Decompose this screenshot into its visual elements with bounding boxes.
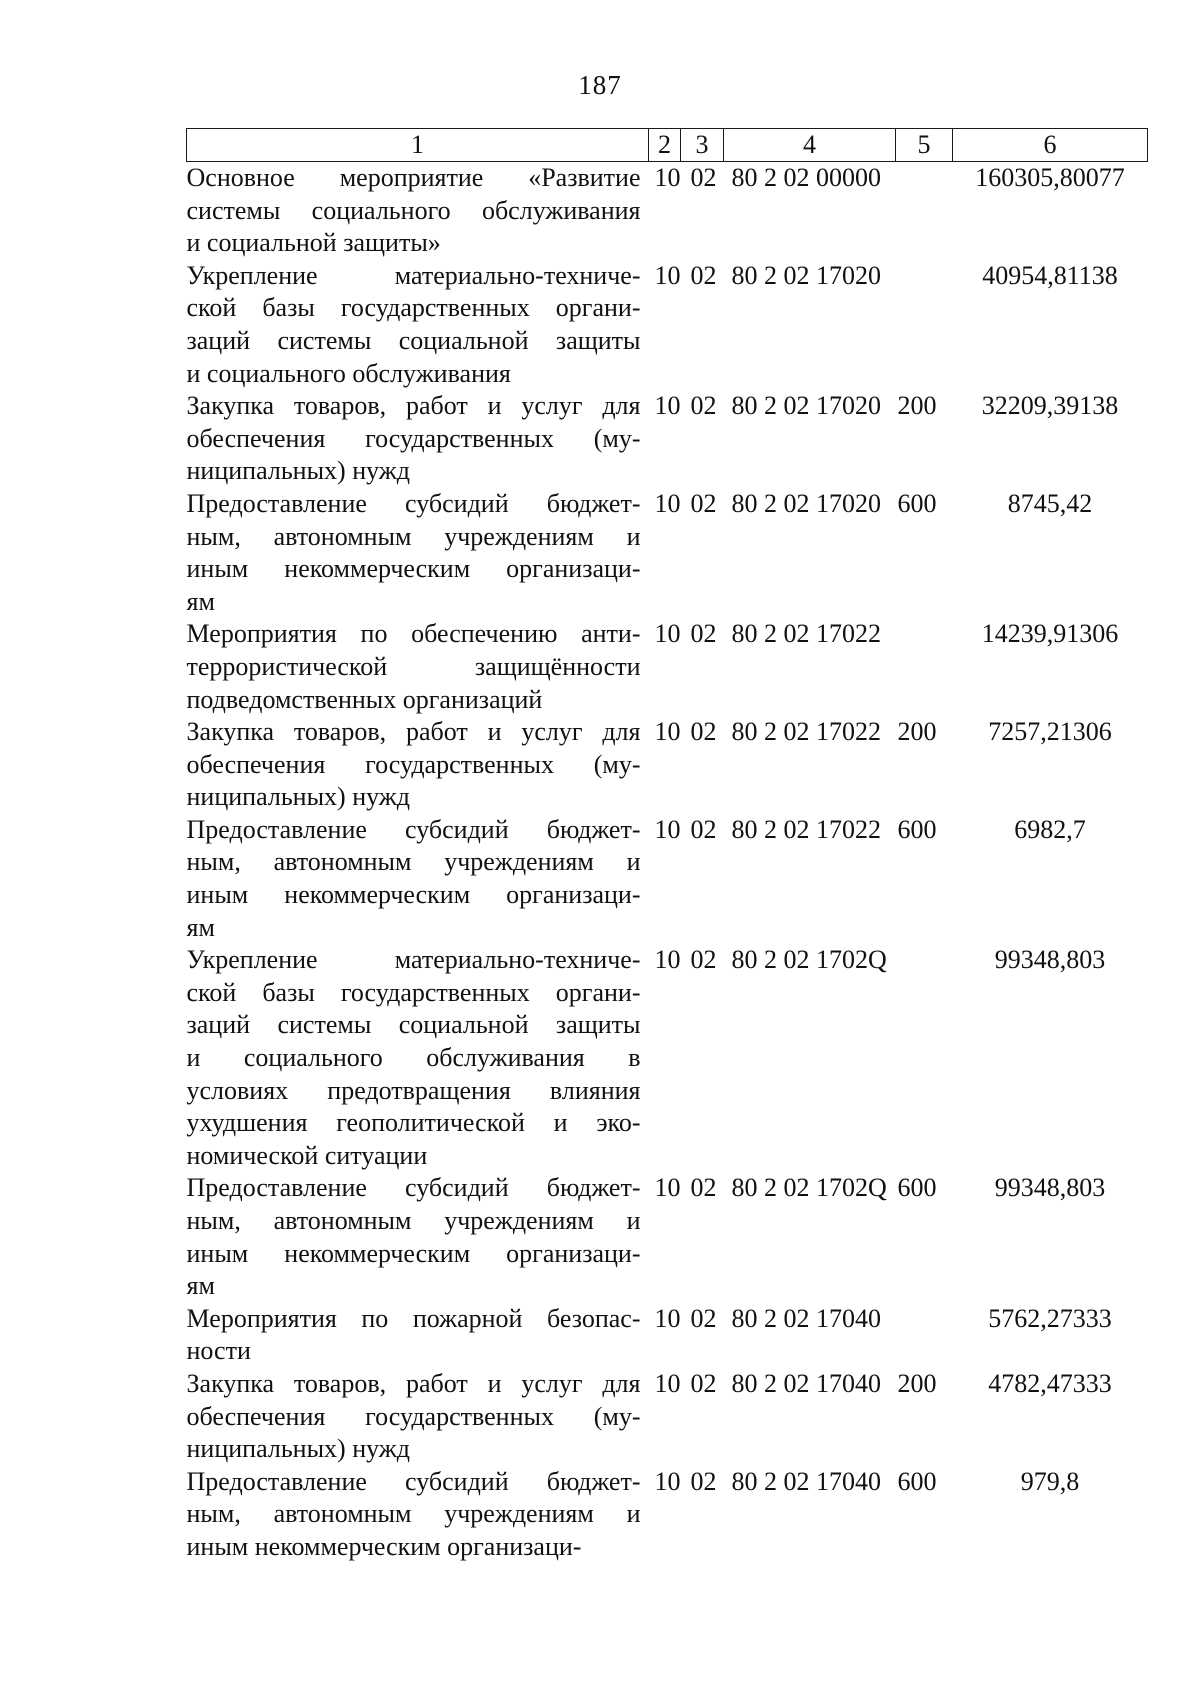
row-sum: 99348,803 [994,945,1106,975]
row-name-line: обеспечения государственных (му- [186,749,641,779]
row-name-cell [187,488,649,618]
row-name-line: Мероприятия по обеспечению анти- [186,619,641,649]
row-subsection: 02 [690,1303,717,1333]
row-sum: 7257,21306 [988,717,1112,747]
row-name-line: иным некоммерческим организаци- [186,1238,641,1268]
row-article: 80 2 02 17040 [731,1368,881,1398]
row-sum: 160305,80077 [975,163,1125,192]
table-row [187,1303,1148,1368]
row-subsection: 02 [690,717,717,747]
row-section: 10 [654,1368,681,1398]
table-row [187,1172,1148,1302]
row-name-line: и социального обслуживания в [186,1043,641,1073]
row-name-line: условиях предотвращения влияния [186,1075,641,1105]
table-row [187,162,1148,260]
table-row [187,618,1148,716]
row-name-cell [187,716,649,814]
table-row [187,260,1148,390]
row-name-line: ности [186,1336,251,1366]
row-name-line: ям [186,586,215,616]
row-name-cell [187,1368,649,1466]
row-sum: 979,8 [1020,1466,1080,1496]
row-sum: 6982,7 [1014,814,1086,844]
row-article: 80 2 02 17040 [731,1303,881,1333]
row-name-line: Предоставление субсидий бюджет- [186,814,641,844]
row-section: 10 [654,391,681,421]
row-section: 10 [654,1466,681,1496]
row-name-cell [187,162,649,260]
table-header [187,129,1148,162]
row-expense-type [896,1303,953,1368]
table-row [187,390,1148,488]
row-name-line: Основное мероприятие «Развитие [186,163,641,192]
row-sum: 32209,39138 [981,391,1119,421]
row-name-line: обеспечения государственных (му- [186,1401,641,1431]
row-name-line: ным, автономным учреждениям и [186,1499,641,1529]
table-row [187,716,1148,814]
row-article: 80 2 02 17040 [731,1466,881,1496]
header-col-2: 2 [649,129,681,162]
row-name-line: Закупка товаров, работ и услуг для [186,391,641,421]
row-expense-type: 600 [897,488,937,518]
row-name-line: иным некоммерческим организаци- [186,880,641,910]
row-name-line: заций системы социальной защиты [186,325,641,355]
row-sum: 4782,47333 [988,1368,1112,1398]
row-subsection: 02 [690,619,717,649]
row-name-line: заций системы социальной защиты [186,1010,641,1040]
row-article: 80 2 02 1702Q [731,1173,887,1203]
row-name-line: ям [186,912,215,942]
header-col-1: 1 [187,129,649,162]
row-name-line: подведомственных организаций [186,684,543,714]
row-name-line: ным, автономным учреждениям и [186,1206,641,1235]
row-sum: 14239,91306 [981,619,1119,649]
row-expense-type: 200 [897,717,937,747]
row-article: 80 2 02 17020 [731,488,881,518]
row-name-cell [187,390,649,488]
table-row [187,488,1148,618]
row-section: 10 [654,1303,681,1333]
row-name-line: ниципальных) нужд [186,782,410,812]
table-body [187,162,1148,1564]
header-col-3: 3 [681,129,724,162]
table-row [187,1368,1148,1466]
row-expense-type: 600 [897,1466,937,1496]
row-name-line: и социального обслуживания [186,358,511,388]
row-subsection: 02 [690,488,717,518]
row-name-line: номической ситуации [186,1140,428,1170]
table-row [187,814,1148,944]
row-name-line: Мероприятия по пожарной безопас- [186,1303,641,1333]
row-name-line: и социальной защиты» [186,228,441,258]
row-subsection: 02 [690,1466,717,1496]
header-col-6: 6 [953,129,1148,162]
header-row [187,129,1148,162]
row-name-line: ухудшения геополитической и эко- [186,1108,641,1138]
table-row [187,944,1148,1172]
row-expense-type [896,944,953,1172]
row-name-line: иным некоммерческим организаци- [186,554,641,584]
row-subsection: 02 [690,391,717,421]
row-name-line: иным некоммерческим организаци- [186,1531,582,1561]
row-article: 80 2 02 17020 [731,391,881,421]
row-subsection: 02 [690,260,717,290]
row-subsection: 02 [690,163,717,192]
row-sum: 8745,42 [1007,488,1093,518]
page-number: 187 [578,70,622,100]
row-name-cell [187,260,649,390]
row-name-line: Предоставление субсидий бюджет- [186,1466,641,1496]
table-row [187,1466,1148,1564]
row-subsection: 02 [690,945,717,975]
row-name-line: Предоставление субсидий бюджет- [186,1173,641,1203]
row-expense-type [896,618,953,716]
header-col-5: 5 [896,129,953,162]
row-name-line: ным, автономным учреждениям и [186,521,641,551]
row-subsection: 02 [690,814,717,844]
row-expense-type: 200 [897,391,937,421]
row-name-line: Укрепление материально-техниче- [186,945,641,975]
row-sum: 99348,803 [994,1173,1106,1203]
header-col-4: 4 [724,129,896,162]
row-expense-type [896,260,953,390]
row-section: 10 [654,945,681,975]
row-name-cell [187,618,649,716]
row-section: 10 [654,163,681,192]
row-name-cell [187,1466,649,1564]
row-section: 10 [654,260,681,290]
row-name-line: системы социального обслуживания [186,195,641,225]
row-article: 80 2 02 00000 [731,163,881,192]
row-name-cell [187,814,649,944]
row-name-line: Укрепление материально-техниче- [186,260,641,290]
row-subsection: 02 [690,1173,717,1203]
row-article: 80 2 02 17020 [731,260,881,290]
row-section: 10 [654,619,681,649]
row-name-line: ской базы государственных органи- [186,977,641,1007]
row-name-cell [187,1303,649,1368]
row-sum: 40954,81138 [982,260,1118,290]
row-name-line: ям [186,1271,215,1301]
row-section: 10 [654,1173,681,1203]
budget-table [186,128,1148,1564]
row-article: 80 2 02 1702Q [731,945,887,975]
row-article: 80 2 02 17022 [731,717,881,747]
row-expense-type: 600 [897,1173,937,1203]
row-name-line: ской базы государственных органи- [186,293,641,323]
row-section: 10 [654,814,681,844]
row-name-cell [187,944,649,1172]
row-name-line: ным, автономным учреждениям и [186,847,641,877]
row-name-line: ниципальных) нужд [186,1434,410,1464]
row-subsection: 02 [690,1368,717,1398]
row-section: 10 [654,488,681,518]
row-expense-type: 600 [897,814,937,844]
row-name-line: Закупка товаров, работ и услуг для [186,1368,641,1398]
row-name-line: ниципальных) нужд [186,456,410,486]
row-section: 10 [654,717,681,747]
row-name-cell [187,1172,649,1302]
row-article: 80 2 02 17022 [731,619,881,649]
row-expense-type [896,162,953,260]
row-sum: 5762,27333 [988,1303,1112,1333]
row-name-line: обеспечения государственных (му- [186,423,641,453]
row-name-line: Предоставление субсидий бюджет- [186,488,641,518]
row-article: 80 2 02 17022 [731,814,881,844]
row-expense-type: 200 [897,1368,937,1398]
row-name-line: террористической защищённости [186,651,641,681]
row-name-line: Закупка товаров, работ и услуг для [186,717,641,747]
